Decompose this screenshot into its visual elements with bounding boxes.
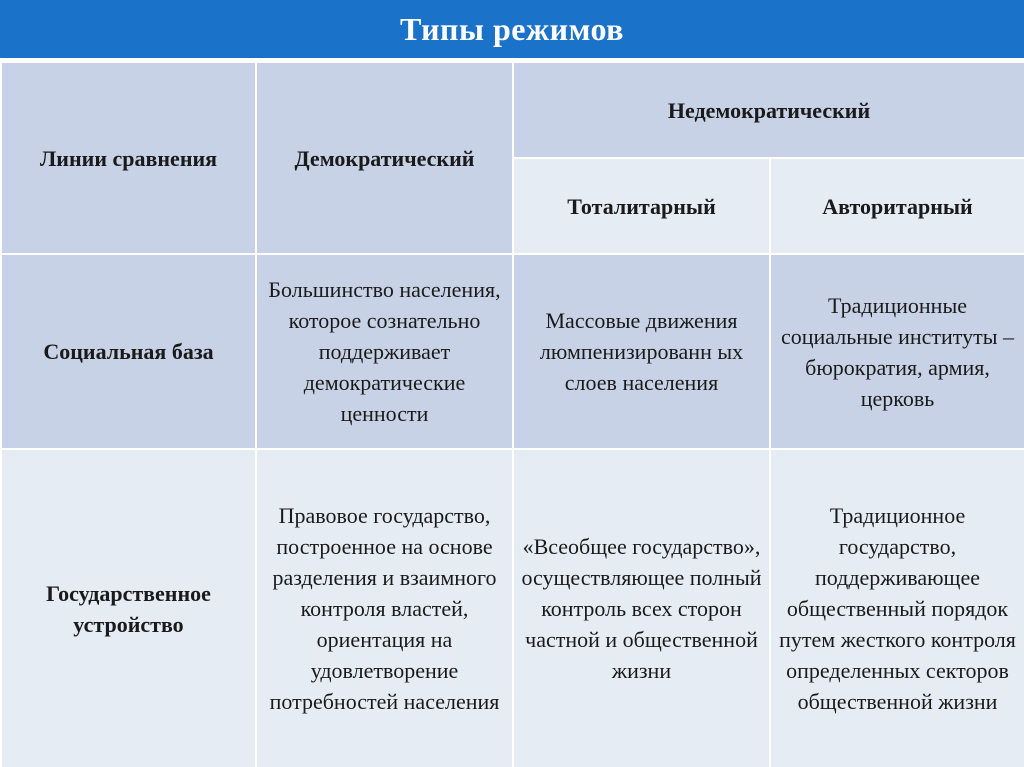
cell-social-base-democratic: Большинство населения, которое сознательно поддерживает демократические ценности	[256, 254, 513, 449]
table-row	[1, 254, 1024, 449]
table-row	[1, 449, 1024, 767]
row-label-social-base: Социальная база	[1, 254, 256, 449]
header-authoritarian: Авторитарный	[770, 158, 1024, 254]
cell-state-structure-democratic: Правовое государство, построенное на основе разделения и взаимного контроля властей, ориентация на удовлетворение потребностей населения	[256, 449, 513, 767]
header-comparison: Линии сравнения	[1, 62, 256, 254]
regimes-table	[0, 61, 1024, 767]
cell-social-base-authoritarian: Традиционные социальные институты – бюрократия, армия, церковь	[770, 254, 1024, 449]
header-row-top	[1, 62, 1024, 158]
slide-title-bar	[0, 0, 1024, 58]
cell-state-structure-authoritarian: Традиционное государство, поддерживающее общественный порядок путем жесткого контроля определенных секторов общественной жизни	[770, 449, 1024, 767]
header-democratic: Демократический	[256, 62, 513, 254]
header-nondemocratic: Недемократический	[513, 62, 1024, 158]
row-label-state-structure: Государственное устройство	[1, 449, 256, 767]
slide-title: Типы режимов	[400, 10, 624, 47]
cell-social-base-totalitarian: Массовые движения люмпенизированн ых слоев населения	[513, 254, 770, 449]
header-totalitarian: Тоталитарный	[513, 158, 770, 254]
cell-state-structure-totalitarian: «Всеобщее государство», осуществляющее полный контроль всех сторон частной и общественной жизни	[513, 449, 770, 767]
